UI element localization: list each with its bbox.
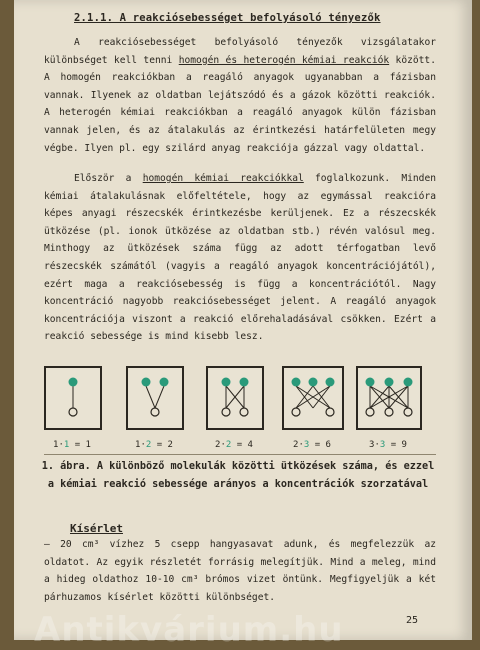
collision-diagram-2x3 xyxy=(284,368,342,428)
collision-box-3x3 xyxy=(356,366,422,430)
figure-label-4: 2·3 = 6 xyxy=(293,440,331,450)
experiment-title: Kísérlet xyxy=(70,522,123,535)
figure-label-5: 3·3 = 9 xyxy=(369,440,407,450)
collision-box-2x3 xyxy=(282,366,344,430)
collision-box-1x2 xyxy=(126,366,184,430)
collision-diagram-1x2 xyxy=(128,368,182,428)
watermark-logo: Antikvárium.hu xyxy=(34,610,344,650)
figure-label-3: 2·2 = 4 xyxy=(215,440,253,450)
collision-figure xyxy=(44,366,434,428)
section-heading: 2.1.1. A reakciósebességet befolyásoló tényezők xyxy=(74,12,381,24)
page-number: 25 xyxy=(406,615,419,626)
collision-box-2x2 xyxy=(206,366,264,430)
p2-underlined: homogén kémiai reakciókkal xyxy=(142,173,304,184)
p2-b: foglalkozunk. Minden kémiai átalakulásnak előfeltétele, hogy az egymással reakcióra képes anyagi részecskék érintkezésbe kerüljenek. Ez a részecskék ütközése (pl. ionok ütközése az oldatban stb.) révén valósul meg. Minthogy az ütközések száma függ az adott térfogatban levő részecskék számától (vagyis a reagáló anyagok koncentrációjától), ezért maga a reakciósebesség is függ a koncentrációtól. Nagy koncentráció nagyobb reakciósebességet jelent. A reagáló anyagok koncentrációja viszont a reakció előrehaladásával csökken. Ezért a reakció sebessége is mind kisebb lesz. xyxy=(44,173,436,343)
figure-label-2: 1·2 = 2 xyxy=(135,440,173,450)
figure-divider xyxy=(44,454,436,455)
p1-underlined: homogén és heterogén kémiai reakciók xyxy=(178,54,390,66)
collision-diagram-1x1 xyxy=(46,368,100,428)
p1-b: között. A homogén reakciókban a reagáló anyagok ugyanabban a fázisban vannak. Ilyenek az oldatban lejátszódó és a gázok közötti reakciók. A heterogén kémiai reakciókban a reagáló anyagok külön fázisban vannak jelen, és az átalakulás az érintkezési határfelületen megy végbe. Ilyen pl. egy szilárd anyag reakciója gázzal vagy oldattal. xyxy=(44,54,436,154)
figure-caption: 1. ábra. A különböző molekulák közötti ütközések száma, és ezzel a kémiai reakció sebessége arányos a koncentrációk szorzatával xyxy=(41,461,435,490)
paragraph-1 xyxy=(44,34,436,157)
p1-a: A reakciósebességet befolyásoló tényezők vizsgálatakor különbséget kell tenni xyxy=(44,37,436,66)
figure-label-1: 1·1 = 1 xyxy=(53,440,91,450)
collision-diagram-3x3 xyxy=(358,368,420,428)
book-page xyxy=(14,0,472,650)
collision-box-1x1 xyxy=(44,366,102,430)
paragraph-2 xyxy=(44,170,436,346)
experiment-text: – 20 cm³ vízhez 5 csepp hangyasavat adunk, és megfelezzük az oldatot. Az egyik részletét forrásig melegítjük. Mind a meleg, mind a hideg oldathoz 10-10 cm³ brómos vizet öntünk. Megfigyeljük a két párhuzamos kísérlet közötti különbséget. xyxy=(44,539,436,603)
collision-diagram-2x2 xyxy=(208,368,262,428)
p2-a: Először a xyxy=(74,173,143,184)
